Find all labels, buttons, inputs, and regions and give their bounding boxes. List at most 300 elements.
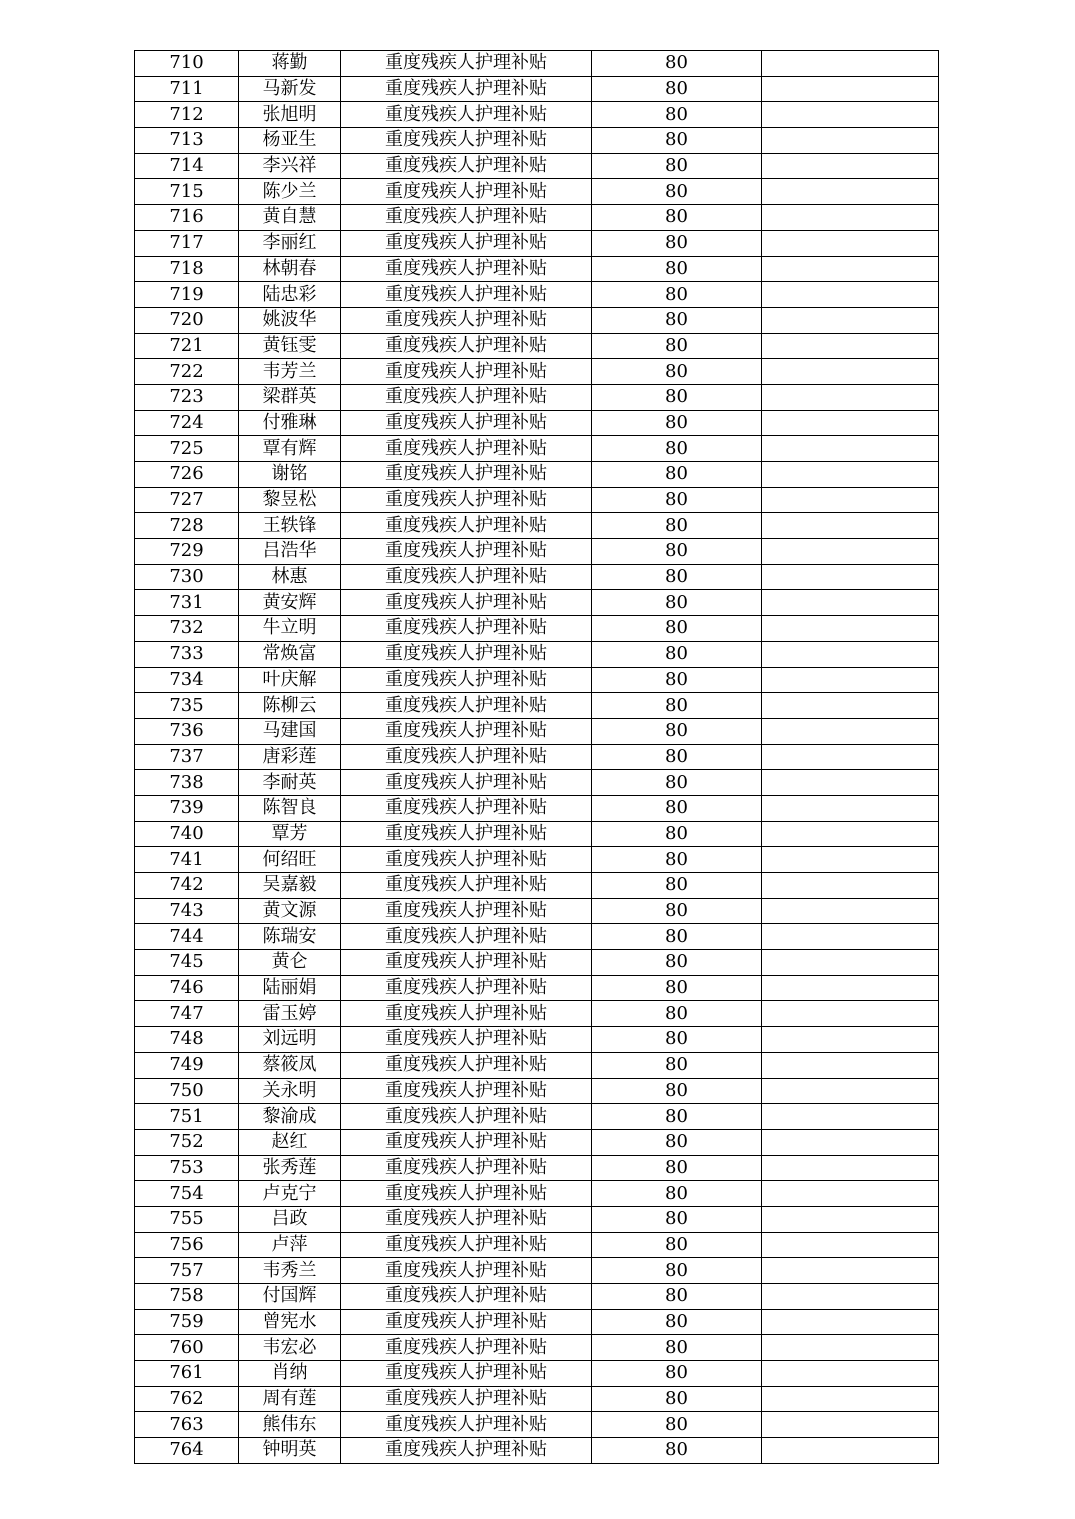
table-row: [135, 898, 939, 924]
subsidy-table: [134, 50, 939, 1464]
amount-cell: 80: [592, 436, 762, 462]
row-number-cell: 762: [135, 1386, 239, 1412]
name-cell: 张秀莲: [239, 1155, 341, 1181]
note-cell: [762, 462, 939, 488]
note-cell: [762, 616, 939, 642]
name-cell: 何绍旺: [239, 847, 341, 873]
subsidy-type-cell: 重度残疾人护理补贴: [341, 847, 592, 873]
name-cell: 卢克宁: [239, 1181, 341, 1207]
table-row: [135, 873, 939, 899]
table-row: [135, 1412, 939, 1438]
note-cell: [762, 873, 939, 899]
note-cell: [762, 1232, 939, 1258]
row-number-cell: 745: [135, 950, 239, 976]
subsidy-type-cell: 重度残疾人护理补贴: [341, 1181, 592, 1207]
row-number-cell: 752: [135, 1129, 239, 1155]
amount-cell: 80: [592, 1335, 762, 1361]
name-cell: 李丽红: [239, 230, 341, 256]
subsidy-type-cell: 重度残疾人护理补贴: [341, 1206, 592, 1232]
amount-cell: 80: [592, 873, 762, 899]
name-cell: 杨亚生: [239, 128, 341, 154]
row-number-cell: 720: [135, 307, 239, 333]
name-cell: 韦芳兰: [239, 359, 341, 385]
name-cell: 韦秀兰: [239, 1258, 341, 1284]
row-number-cell: 723: [135, 384, 239, 410]
table-row: [135, 667, 939, 693]
subsidy-type-cell: 重度残疾人护理补贴: [341, 1284, 592, 1310]
note-cell: [762, 1181, 939, 1207]
table-row: [135, 1309, 939, 1335]
row-number-cell: 764: [135, 1438, 239, 1464]
note-cell: [762, 307, 939, 333]
name-cell: 卢萍: [239, 1232, 341, 1258]
row-number-cell: 732: [135, 616, 239, 642]
amount-cell: 80: [592, 1309, 762, 1335]
name-cell: 陈瑞安: [239, 924, 341, 950]
subsidy-type-cell: 重度残疾人护理补贴: [341, 1052, 592, 1078]
amount-cell: 80: [592, 51, 762, 77]
note-cell: [762, 1078, 939, 1104]
note-cell: [762, 436, 939, 462]
row-number-cell: 711: [135, 76, 239, 102]
table-row: [135, 564, 939, 590]
amount-cell: 80: [592, 667, 762, 693]
amount-cell: 80: [592, 462, 762, 488]
subsidy-type-cell: 重度残疾人护理补贴: [341, 641, 592, 667]
subsidy-type-cell: 重度残疾人护理补贴: [341, 898, 592, 924]
subsidy-type-cell: 重度残疾人护理补贴: [341, 1129, 592, 1155]
subsidy-type-cell: 重度残疾人护理补贴: [341, 205, 592, 231]
table-row: [135, 128, 939, 154]
table-row: [135, 1206, 939, 1232]
row-number-cell: 750: [135, 1078, 239, 1104]
subsidy-type-cell: 重度残疾人护理补贴: [341, 282, 592, 308]
row-number-cell: 726: [135, 462, 239, 488]
amount-cell: 80: [592, 333, 762, 359]
note-cell: [762, 975, 939, 1001]
note-cell: [762, 1258, 939, 1284]
table-row: [135, 1129, 939, 1155]
amount-cell: 80: [592, 384, 762, 410]
note-cell: [762, 667, 939, 693]
note-cell: [762, 384, 939, 410]
row-number-cell: 755: [135, 1206, 239, 1232]
subsidy-type-cell: 重度残疾人护理补贴: [341, 539, 592, 565]
table-row: [135, 487, 939, 513]
table-row: [135, 76, 939, 102]
table-row: [135, 924, 939, 950]
table-row: [135, 1284, 939, 1310]
amount-cell: 80: [592, 205, 762, 231]
subsidy-type-cell: 重度残疾人护理补贴: [341, 975, 592, 1001]
table-row: [135, 1258, 939, 1284]
name-cell: 付国辉: [239, 1284, 341, 1310]
name-cell: 陈智良: [239, 795, 341, 821]
amount-cell: 80: [592, 1438, 762, 1464]
amount-cell: 80: [592, 1361, 762, 1387]
subsidy-type-cell: 重度残疾人护理补贴: [341, 384, 592, 410]
name-cell: 陈柳云: [239, 693, 341, 719]
table-row: [135, 1052, 939, 1078]
amount-cell: 80: [592, 821, 762, 847]
table-row: [135, 950, 939, 976]
subsidy-type-cell: 重度残疾人护理补贴: [341, 667, 592, 693]
note-cell: [762, 102, 939, 128]
amount-cell: 80: [592, 256, 762, 282]
table-row: [135, 1386, 939, 1412]
row-number-cell: 748: [135, 1027, 239, 1053]
name-cell: 马新发: [239, 76, 341, 102]
name-cell: 陆丽娟: [239, 975, 341, 1001]
note-cell: [762, 282, 939, 308]
name-cell: 梁群英: [239, 384, 341, 410]
note-cell: [762, 795, 939, 821]
row-number-cell: 719: [135, 282, 239, 308]
row-number-cell: 742: [135, 873, 239, 899]
subsidy-type-cell: 重度残疾人护理补贴: [341, 1412, 592, 1438]
note-cell: [762, 1052, 939, 1078]
note-cell: [762, 487, 939, 513]
row-number-cell: 738: [135, 770, 239, 796]
row-number-cell: 731: [135, 590, 239, 616]
name-cell: 唐彩莲: [239, 744, 341, 770]
name-cell: 覃芳: [239, 821, 341, 847]
name-cell: 林惠: [239, 564, 341, 590]
name-cell: 吕政: [239, 1206, 341, 1232]
note-cell: [762, 847, 939, 873]
subsidy-type-cell: 重度残疾人护理补贴: [341, 821, 592, 847]
row-number-cell: 735: [135, 693, 239, 719]
row-number-cell: 758: [135, 1284, 239, 1310]
note-cell: [762, 821, 939, 847]
note-cell: [762, 1284, 939, 1310]
note-cell: [762, 513, 939, 539]
table-row: [135, 230, 939, 256]
subsidy-type-cell: 重度残疾人护理补贴: [341, 616, 592, 642]
note-cell: [762, 1206, 939, 1232]
row-number-cell: 734: [135, 667, 239, 693]
name-cell: 钟明英: [239, 1438, 341, 1464]
note-cell: [762, 153, 939, 179]
subsidy-type-cell: 重度残疾人护理补贴: [341, 1258, 592, 1284]
amount-cell: 80: [592, 230, 762, 256]
name-cell: 王轶锋: [239, 513, 341, 539]
row-number-cell: 754: [135, 1181, 239, 1207]
row-number-cell: 730: [135, 564, 239, 590]
row-number-cell: 756: [135, 1232, 239, 1258]
table-row: [135, 718, 939, 744]
amount-cell: 80: [592, 564, 762, 590]
amount-cell: 80: [592, 950, 762, 976]
table-row: [135, 693, 939, 719]
name-cell: 牛立明: [239, 616, 341, 642]
table-row: [135, 1155, 939, 1181]
amount-cell: 80: [592, 693, 762, 719]
subsidy-type-cell: 重度残疾人护理补贴: [341, 51, 592, 77]
amount-cell: 80: [592, 744, 762, 770]
subsidy-type-cell: 重度残疾人护理补贴: [341, 1232, 592, 1258]
note-cell: [762, 950, 939, 976]
table-row: [135, 102, 939, 128]
row-number-cell: 760: [135, 1335, 239, 1361]
name-cell: 关永明: [239, 1078, 341, 1104]
amount-cell: 80: [592, 770, 762, 796]
name-cell: 李耐英: [239, 770, 341, 796]
amount-cell: 80: [592, 153, 762, 179]
amount-cell: 80: [592, 282, 762, 308]
note-cell: [762, 1155, 939, 1181]
name-cell: 姚波华: [239, 307, 341, 333]
row-number-cell: 718: [135, 256, 239, 282]
row-number-cell: 725: [135, 436, 239, 462]
subsidy-type-cell: 重度残疾人护理补贴: [341, 153, 592, 179]
name-cell: 黎昱松: [239, 487, 341, 513]
table-row: [135, 1001, 939, 1027]
name-cell: 吕浩华: [239, 539, 341, 565]
subsidy-type-cell: 重度残疾人护理补贴: [341, 1078, 592, 1104]
subsidy-type-cell: 重度残疾人护理补贴: [341, 1027, 592, 1053]
table-row: [135, 205, 939, 231]
note-cell: [762, 1104, 939, 1130]
row-number-cell: 715: [135, 179, 239, 205]
table-row: [135, 770, 939, 796]
row-number-cell: 743: [135, 898, 239, 924]
subsidy-type-cell: 重度残疾人护理补贴: [341, 718, 592, 744]
subsidy-type-cell: 重度残疾人护理补贴: [341, 770, 592, 796]
row-number-cell: 759: [135, 1309, 239, 1335]
subsidy-type-cell: 重度残疾人护理补贴: [341, 333, 592, 359]
row-number-cell: 749: [135, 1052, 239, 1078]
amount-cell: 80: [592, 1001, 762, 1027]
name-cell: 张旭明: [239, 102, 341, 128]
row-number-cell: 729: [135, 539, 239, 565]
subsidy-type-cell: 重度残疾人护理补贴: [341, 436, 592, 462]
row-number-cell: 721: [135, 333, 239, 359]
name-cell: 陆忠彩: [239, 282, 341, 308]
row-number-cell: 747: [135, 1001, 239, 1027]
subsidy-type-cell: 重度残疾人护理补贴: [341, 1438, 592, 1464]
amount-cell: 80: [592, 1284, 762, 1310]
name-cell: 黄安辉: [239, 590, 341, 616]
note-cell: [762, 770, 939, 796]
table-row: [135, 333, 939, 359]
amount-cell: 80: [592, 898, 762, 924]
amount-cell: 80: [592, 1412, 762, 1438]
name-cell: 常焕富: [239, 641, 341, 667]
table-row: [135, 462, 939, 488]
subsidy-type-cell: 重度残疾人护理补贴: [341, 410, 592, 436]
row-number-cell: 736: [135, 718, 239, 744]
table-row: [135, 1181, 939, 1207]
note-cell: [762, 1129, 939, 1155]
subsidy-type-cell: 重度残疾人护理补贴: [341, 873, 592, 899]
note-cell: [762, 641, 939, 667]
amount-cell: 80: [592, 1104, 762, 1130]
name-cell: 李兴祥: [239, 153, 341, 179]
amount-cell: 80: [592, 513, 762, 539]
subsidy-type-cell: 重度残疾人护理补贴: [341, 128, 592, 154]
note-cell: [762, 898, 939, 924]
subsidy-type-cell: 重度残疾人护理补贴: [341, 744, 592, 770]
row-number-cell: 737: [135, 744, 239, 770]
table-row: [135, 1078, 939, 1104]
table-row: [135, 153, 939, 179]
note-cell: [762, 205, 939, 231]
row-number-cell: 746: [135, 975, 239, 1001]
note-cell: [762, 924, 939, 950]
subsidy-type-cell: 重度残疾人护理补贴: [341, 102, 592, 128]
subsidy-type-cell: 重度残疾人护理补贴: [341, 230, 592, 256]
amount-cell: 80: [592, 975, 762, 1001]
note-cell: [762, 76, 939, 102]
name-cell: 黄自慧: [239, 205, 341, 231]
note-cell: [762, 1438, 939, 1464]
table-row: [135, 410, 939, 436]
amount-cell: 80: [592, 1258, 762, 1284]
amount-cell: 80: [592, 1206, 762, 1232]
amount-cell: 80: [592, 1232, 762, 1258]
name-cell: 蔡筱凤: [239, 1052, 341, 1078]
amount-cell: 80: [592, 718, 762, 744]
table-row: [135, 975, 939, 1001]
amount-cell: 80: [592, 128, 762, 154]
name-cell: 黄文源: [239, 898, 341, 924]
amount-cell: 80: [592, 616, 762, 642]
row-number-cell: 763: [135, 1412, 239, 1438]
table-row: [135, 847, 939, 873]
row-number-cell: 712: [135, 102, 239, 128]
amount-cell: 80: [592, 1027, 762, 1053]
note-cell: [762, 333, 939, 359]
amount-cell: 80: [592, 641, 762, 667]
note-cell: [762, 1001, 939, 1027]
name-cell: 曾宪水: [239, 1309, 341, 1335]
note-cell: [762, 179, 939, 205]
table-row: [135, 795, 939, 821]
name-cell: 覃有辉: [239, 436, 341, 462]
table-row: [135, 641, 939, 667]
row-number-cell: 741: [135, 847, 239, 873]
subsidy-type-cell: 重度残疾人护理补贴: [341, 1001, 592, 1027]
subsidy-type-cell: 重度残疾人护理补贴: [341, 693, 592, 719]
row-number-cell: 727: [135, 487, 239, 513]
subsidy-type-cell: 重度残疾人护理补贴: [341, 564, 592, 590]
amount-cell: 80: [592, 924, 762, 950]
row-number-cell: 753: [135, 1155, 239, 1181]
amount-cell: 80: [592, 1155, 762, 1181]
table-row: [135, 821, 939, 847]
amount-cell: 80: [592, 102, 762, 128]
note-cell: [762, 718, 939, 744]
amount-cell: 80: [592, 1078, 762, 1104]
table-row: [135, 616, 939, 642]
row-number-cell: 717: [135, 230, 239, 256]
table-row: [135, 1335, 939, 1361]
name-cell: 林朝春: [239, 256, 341, 282]
note-cell: [762, 256, 939, 282]
note-cell: [762, 1335, 939, 1361]
name-cell: 付雅琳: [239, 410, 341, 436]
subsidy-type-cell: 重度残疾人护理补贴: [341, 179, 592, 205]
name-cell: 韦宏必: [239, 1335, 341, 1361]
table-row: [135, 1361, 939, 1387]
table-row: [135, 51, 939, 77]
name-cell: 黄仑: [239, 950, 341, 976]
row-number-cell: 751: [135, 1104, 239, 1130]
name-cell: 黄钰雯: [239, 333, 341, 359]
row-number-cell: 713: [135, 128, 239, 154]
subsidy-type-cell: 重度残疾人护理补贴: [341, 359, 592, 385]
name-cell: 周有莲: [239, 1386, 341, 1412]
table-row: [135, 744, 939, 770]
subsidy-type-cell: 重度残疾人护理补贴: [341, 462, 592, 488]
subsidy-type-cell: 重度残疾人护理补贴: [341, 950, 592, 976]
note-cell: [762, 1027, 939, 1053]
name-cell: 赵红: [239, 1129, 341, 1155]
subsidy-type-cell: 重度残疾人护理补贴: [341, 256, 592, 282]
table-row: [135, 359, 939, 385]
amount-cell: 80: [592, 1129, 762, 1155]
note-cell: [762, 128, 939, 154]
name-cell: 刘远明: [239, 1027, 341, 1053]
name-cell: 陈少兰: [239, 179, 341, 205]
note-cell: [762, 1386, 939, 1412]
subsidy-type-cell: 重度残疾人护理补贴: [341, 76, 592, 102]
table-row: [135, 1027, 939, 1053]
note-cell: [762, 590, 939, 616]
table-row: [135, 256, 939, 282]
name-cell: 雷玉婷: [239, 1001, 341, 1027]
table-row: [135, 1232, 939, 1258]
amount-cell: 80: [592, 1386, 762, 1412]
table-row: [135, 179, 939, 205]
amount-cell: 80: [592, 307, 762, 333]
row-number-cell: 722: [135, 359, 239, 385]
note-cell: [762, 359, 939, 385]
note-cell: [762, 744, 939, 770]
row-number-cell: 733: [135, 641, 239, 667]
subsidy-type-cell: 重度残疾人护理补贴: [341, 1309, 592, 1335]
row-number-cell: 710: [135, 51, 239, 77]
amount-cell: 80: [592, 795, 762, 821]
row-number-cell: 716: [135, 205, 239, 231]
table-row: [135, 282, 939, 308]
amount-cell: 80: [592, 76, 762, 102]
table-row: [135, 590, 939, 616]
subsidy-type-cell: 重度残疾人护理补贴: [341, 590, 592, 616]
row-number-cell: 724: [135, 410, 239, 436]
amount-cell: 80: [592, 847, 762, 873]
note-cell: [762, 51, 939, 77]
subsidy-type-cell: 重度残疾人护理补贴: [341, 1386, 592, 1412]
row-number-cell: 714: [135, 153, 239, 179]
note-cell: [762, 564, 939, 590]
row-number-cell: 739: [135, 795, 239, 821]
subsidy-type-cell: 重度残疾人护理补贴: [341, 924, 592, 950]
amount-cell: 80: [592, 359, 762, 385]
subsidy-type-cell: 重度残疾人护理补贴: [341, 1335, 592, 1361]
table-row: [135, 307, 939, 333]
subsidy-type-cell: 重度残疾人护理补贴: [341, 307, 592, 333]
note-cell: [762, 693, 939, 719]
subsidy-type-cell: 重度残疾人护理补贴: [341, 1104, 592, 1130]
row-number-cell: 728: [135, 513, 239, 539]
table-row: [135, 436, 939, 462]
name-cell: 黎渝成: [239, 1104, 341, 1130]
name-cell: 马建国: [239, 718, 341, 744]
subsidy-type-cell: 重度残疾人护理补贴: [341, 1361, 592, 1387]
amount-cell: 80: [592, 590, 762, 616]
